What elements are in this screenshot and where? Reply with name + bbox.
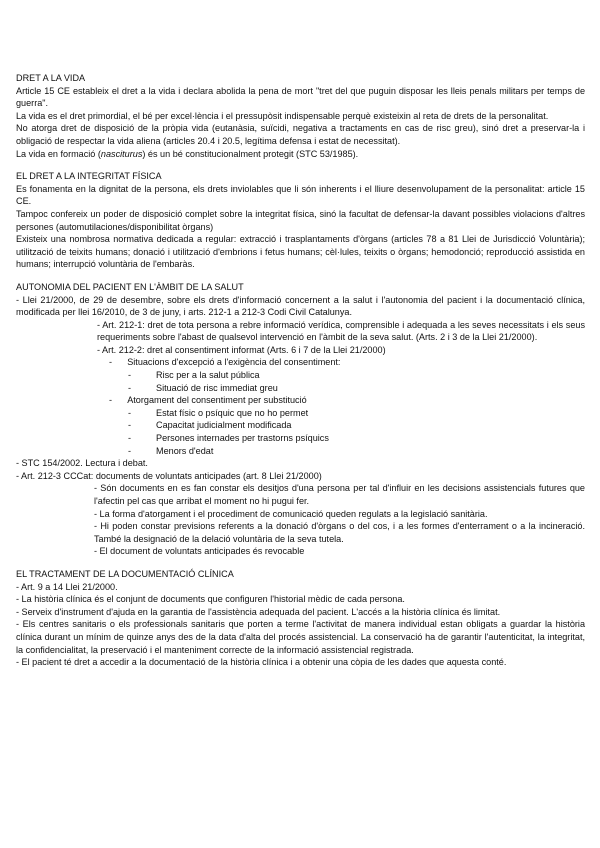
paragraph: Existeix una nombrosa normativa dedicada a regular: extracció i trasplantaments d'òrgans (articles 78 a 81 Llei de Jurisdicció Voluntària); utilització de teixits humans; donació i utilització d'embrions i fetus humans; cèl·lules, teixits o òrgans; hemodonció; reproducció assistida en humans; interrupció voluntària de l'embaràs. [16, 234, 585, 270]
list-item: - El document de voluntats anticipades és revocable [94, 546, 305, 557]
paragraph: La vida es el dret primordial, el bé per excel·lència i el pressupòsit indispensable perquè existeixin al reta de drets de la personalitat. [16, 110, 549, 121]
list-item-text: Situació de risc immediat greu [156, 382, 278, 393]
paragraph: No atorga dret de disposició de la pròpia vida (eutanàsia, suïcidi, negativa a tractaments en cas de risc greu), sinó dret a preservar-la i obligació de respectar la vida aliena (articles 20.4 i 20.5, legítima defensa i estat de necessitat). [16, 123, 585, 146]
list-item: - Art. 212-2: dret al consentiment informat (Arts. 6 i 7 de la Llei 21/2000) [97, 344, 386, 355]
section-title: AUTONOMIA DEL PACIENT EN L'ÀMBIT DE LA SALUT [16, 281, 244, 292]
paragraph-text: ) és un bé constitucionalment protegit (STC 53/1985). [142, 148, 359, 159]
list-item [16, 445, 585, 458]
bullet: - [109, 395, 113, 406]
list-item-text: Situacions d'excepció a l'exigència del consentiment: [127, 357, 341, 368]
paragraph-text: La vida en formació ( [16, 148, 101, 159]
list-item: - Els centres sanitaris o els professionals sanitaris que porten a terme l'activitat de manera individual estan obligats a guardar la història clínica durant un mínim de quinze anys des de la data d'alta del procés assistencial. La conservació ha de garantir l'autenticitat, la integritat, la confidencialitat, la preservació i el manteniment correcte de la informació assistencial registrada. [16, 619, 585, 655]
list-item-text: Capacitat judicialment modificada [156, 420, 292, 431]
section-dret-vida [16, 72, 585, 160]
list-item-text: Risc per a la salut pública [156, 370, 260, 381]
list-item: - Art. 9 a 14 Llei 21/2000. [16, 581, 118, 592]
bullet: - [128, 420, 132, 431]
section-title: EL DRET A LA INTEGRITAT FÍSICA [16, 171, 162, 182]
bullet: - [128, 382, 132, 393]
bullet: - [128, 370, 132, 381]
bullet: - [109, 357, 113, 368]
list-item [16, 407, 585, 420]
section-integritat [16, 170, 585, 271]
list-item [16, 394, 585, 407]
list-item: - Són documents en es fan constar els desitjos d'una persona per tal d'influir en les decisions assistencials futures que l'afectin pel cas que arribat el moment no hi pugui fer. [94, 483, 585, 506]
list-item [16, 356, 585, 369]
list-item: - Serveix d'instrument d'ajuda en la garantia de l'assistència adequada del pacient. L'accés a la història clínica és limitat. [16, 606, 501, 617]
list-item [16, 419, 585, 432]
list-item [16, 432, 585, 445]
bullet: - [128, 433, 132, 444]
paragraph: Article 15 CE estableix el dret a la vida i declara abolida la pena de mort "tret del que puguin disposar les lleis penals militars per temps de guerra". [16, 85, 585, 109]
bullet: - [128, 407, 132, 418]
list-item [16, 382, 585, 395]
list-item: - STC 154/2002. Lectura i debat. [16, 458, 148, 469]
italic-term: nasciturus [100, 148, 143, 159]
section-title: DRET A LA VIDA [16, 73, 86, 83]
paragraph: - Llei 21/2000, de 29 de desembre, sobre els drets d'informació concernent a la salut i l'autonomia del pacient i la documentació clínica, modificada per llei 16/2010, de 3 de juny, i arts. 212-1 a 212-3 Codi Civil Catalunya. [16, 294, 585, 318]
list-item: - Art. 212-3 CCCat: documents de voluntats anticipades (art. 8 Llei 21/2000) [16, 470, 322, 481]
list-item-text: Persones internades per trastorns psíquics [156, 433, 329, 444]
bullet: - [128, 445, 132, 456]
list-item: - Hi poden constar previsions referents a la donació d'òrgans o del cos, i a les formes d'enterrament o a la incineració. També la designació de la delació voluntària de la seva tutela. [94, 521, 585, 544]
list-item: - Art. 212-1: dret de tota persona a rebre informació verídica, comprensible i adequada a les seves necessitats i els seus requeriments sobre l'abast de qualsevol intervenció en l'àmbit de la seva salut. (Arts. 2 i 3 de la Llei 21/2000). [97, 319, 585, 343]
list-item: - La forma d'atorgament i el procediment de comunicació queden regulats a la legislació sanitària. [94, 508, 488, 519]
list-item-text: Atorgament del consentiment per substitució [127, 395, 307, 406]
list-item-text: Menors d'edat [156, 445, 214, 456]
section-documentacio [16, 568, 585, 669]
section-title: EL TRACTAMENT DE LA DOCUMENTACIÓ CLÍNICA [16, 568, 234, 579]
list-item [16, 369, 585, 382]
paragraph: Tampoc confereix un poder de disposició complet sobre la integritat física, sinó la facultat de defensar-la davant possibles violacions d'altres persones (automutilaciones/disponibilitat òrgans) [16, 208, 585, 232]
list-item: - La història clínica és el conjunt de documents que configuren l'historial mèdic de cada persona. [16, 594, 405, 605]
list-item-text: Estat físic o psíquic que no ho permet [156, 407, 309, 418]
list-item: - El pacient té dret a accedir a la documentació de la història clínica i a obtenir una còpia de les dades que aquesta conté. [16, 657, 507, 668]
section-autonomia [16, 281, 585, 558]
paragraph: Es fonamenta en la dignitat de la persona, els drets inviolables que li són inherents i el lliure desenvolupament de la personalitat: article 15 CE. [16, 183, 585, 207]
document-page [16, 72, 585, 679]
paragraph [16, 148, 585, 161]
